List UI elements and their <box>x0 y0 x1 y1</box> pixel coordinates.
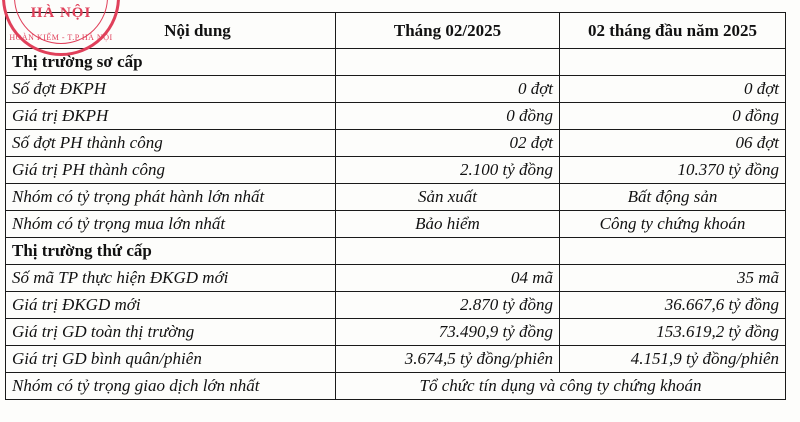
ytd-value: Công ty chứng khoán <box>560 211 786 238</box>
header-content: Nội dung <box>6 13 336 49</box>
table-row <box>6 130 786 157</box>
table-row <box>6 292 786 319</box>
table-row <box>6 157 786 184</box>
month-value: 0 đồng <box>336 103 560 130</box>
row-label: Giá trị GD toàn thị trường <box>6 319 336 346</box>
table-row <box>6 184 786 211</box>
month-value: 0 đợt <box>336 76 560 103</box>
row-label: Nhóm có tỷ trọng phát hành lớn nhất <box>6 184 336 211</box>
header-month: Tháng 02/2025 <box>336 13 560 49</box>
merged-value: Tổ chức tín dụng và công ty chứng khoán <box>336 373 786 400</box>
month-value: Sản xuất <box>336 184 560 211</box>
ytd-value: 0 đợt <box>560 76 786 103</box>
row-label: Số mã TP thực hiện ĐKGD mới <box>6 265 336 292</box>
ytd-value: 10.370 tỷ đồng <box>560 157 786 184</box>
row-label: Giá trị GD bình quân/phiên <box>6 346 336 373</box>
table-header-row <box>6 13 786 49</box>
empty-cell <box>560 238 786 265</box>
month-value: 02 đợt <box>336 130 560 157</box>
row-label: Số đợt ĐKPH <box>6 76 336 103</box>
table-row <box>6 319 786 346</box>
row-label: Giá trị ĐKGD mới <box>6 292 336 319</box>
empty-cell <box>336 238 560 265</box>
ytd-value: 0 đồng <box>560 103 786 130</box>
section-row-secondary <box>6 238 786 265</box>
table-row <box>6 346 786 373</box>
month-value: Bảo hiểm <box>336 211 560 238</box>
ytd-value: Bất động sản <box>560 184 786 211</box>
table-row <box>6 103 786 130</box>
month-value: 04 mã <box>336 265 560 292</box>
month-value: 2.870 tỷ đồng <box>336 292 560 319</box>
table-row <box>6 76 786 103</box>
section-title: Thị trường thứ cấp <box>6 238 336 265</box>
empty-cell <box>336 49 560 76</box>
table-row <box>6 211 786 238</box>
ytd-value: 36.667,6 tỷ đồng <box>560 292 786 319</box>
row-label: Số đợt PH thành công <box>6 130 336 157</box>
table-row <box>6 265 786 292</box>
bond-market-report-table <box>5 12 786 400</box>
month-value: 73.490,9 tỷ đồng <box>336 319 560 346</box>
seal-ring-text: HOÀN KIẾM - T.P HÀ NỘI <box>9 33 113 42</box>
row-label: Nhóm có tỷ trọng giao dịch lớn nhất <box>6 373 336 400</box>
ytd-value: 4.151,9 tỷ đồng/phiên <box>560 346 786 373</box>
row-label: Nhóm có tỷ trọng mua lớn nhất <box>6 211 336 238</box>
table-row-merged <box>6 373 786 400</box>
month-value: 3.674,5 tỷ đồng/phiên <box>336 346 560 373</box>
ytd-value: 35 mã <box>560 265 786 292</box>
seal-city-text: HÀ NỘI <box>30 5 92 21</box>
header-ytd: 02 tháng đầu năm 2025 <box>560 13 786 49</box>
ytd-value: 153.619,2 tỷ đồng <box>560 319 786 346</box>
empty-cell <box>560 49 786 76</box>
month-value: 2.100 tỷ đồng <box>336 157 560 184</box>
ytd-value: 06 đợt <box>560 130 786 157</box>
row-label: Giá trị ĐKPH <box>6 103 336 130</box>
section-row-primary <box>6 49 786 76</box>
row-label: Giá trị PH thành công <box>6 157 336 184</box>
section-title: Thị trường sơ cấp <box>6 49 336 76</box>
